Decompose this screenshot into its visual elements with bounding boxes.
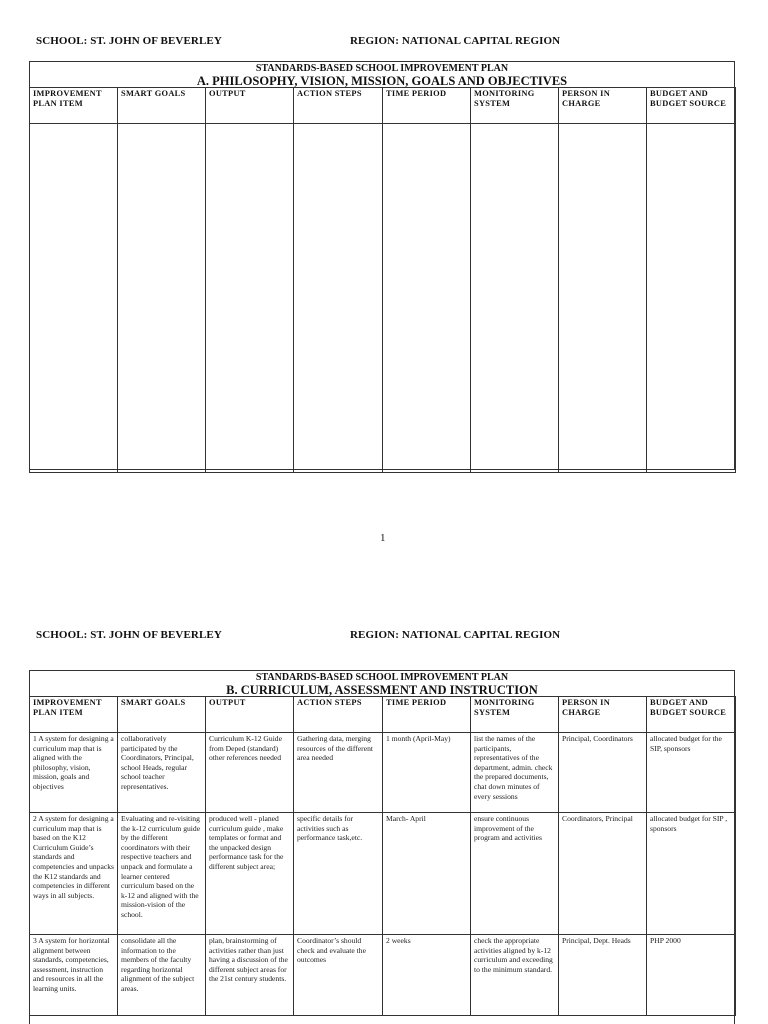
school-label: SCHOOL: ST. JOHN OF BEVERLEY (36, 629, 222, 641)
table-cell (294, 124, 383, 473)
school-label: SCHOOL: ST. JOHN OF BEVERLEY (36, 35, 222, 47)
column-header: SMART GOALS (118, 697, 206, 733)
table-cell (559, 124, 647, 473)
table-cell (471, 124, 559, 473)
table-row (30, 935, 736, 1016)
plan-title: STANDARDS-BASED SCHOOL IMPROVEMENT PLAN (255, 63, 509, 74)
table-row (30, 813, 736, 935)
table-cell (30, 124, 118, 473)
column-header: TIME PERIOD (383, 88, 471, 124)
table-cell (206, 124, 294, 473)
person-in-charge-cell: Coordinators, Principal (559, 813, 647, 935)
improvement-plan-item-cell: 1 A system for designing a curriculum map that is aligned with the philosophy, vision, mission, goals and objectives (30, 733, 118, 813)
person-in-charge-cell: Principal, Coordinators (559, 733, 647, 813)
column-header: OUTPUT (206, 88, 294, 124)
column-header: SMART GOALS (118, 88, 206, 124)
table-row (30, 124, 736, 473)
improvement-plan-item-cell: 3 A system for horizontal alignment between standards, competencies, assessment, instruction and resources in all the learning units. (30, 935, 118, 1016)
budget-cell: allocated budget for SIP , sponsors (647, 813, 736, 935)
plan-table-a (29, 87, 736, 473)
title-block (30, 673, 734, 697)
output-cell: produced well - planed curriculum guide , make templates or format and the unpacked design performance task for the different subject area; (206, 813, 294, 935)
budget-cell: allocated budget for the SIP, sponsors (647, 733, 736, 813)
table-cell (118, 124, 206, 473)
time-period-cell: 1 month (April-May) (383, 733, 471, 813)
smart-goals-cell: collaboratively participated by the Coordinators, Principal, school Heads, regular school teacher representatives. (118, 733, 206, 813)
column-header: PERSON IN CHARGE (559, 88, 647, 124)
plan-title: STANDARDS-BASED SCHOOL IMPROVEMENT PLAN (255, 672, 509, 683)
table-header-row (30, 88, 736, 124)
column-header: MONITORING SYSTEM (471, 697, 559, 733)
section-title: A. PHILOSOPHY, VISION, MISSION, GOALS AND OBJECTIVES (196, 74, 568, 88)
column-header: ACTION STEPS (294, 697, 383, 733)
time-period-cell: March- April (383, 813, 471, 935)
column-header: PERSON IN CHARGE (559, 697, 647, 733)
smart-goals-cell: Evaluating and re-visiting the k-12 curriculum guide by the different coordinators with their respective teachers and unpack and formulate a learner centered curriculum based on the k-12 and aligned with the mission-vision of the school. (118, 813, 206, 935)
column-header: IMPROVEMENT PLAN ITEM (30, 697, 118, 733)
action-steps-cell: Gathering data, merging resources of the different area needed (294, 733, 383, 813)
section-title: B. CURRICULUM, ASSESSMENT AND INSTRUCTION (226, 683, 538, 697)
region-label: REGION: NATIONAL CAPITAL REGION (350, 35, 561, 47)
monitoring-system-cell: list the names of the participants, representatives of the department, admin. check the prepared documents, chat down minutes of every sessions (471, 733, 559, 813)
smart-goals-cell: consolidate all the information to the members of the faculty regarding horizontal alignment of the subject areas. (118, 935, 206, 1016)
column-header: MONITORING SYSTEM (471, 88, 559, 124)
table-row (30, 733, 736, 813)
region-label: REGION: NATIONAL CAPITAL REGION (350, 629, 561, 641)
action-steps-cell: specific details for activities such as performance task,etc. (294, 813, 383, 935)
title-block (30, 64, 734, 88)
plan-table-b (29, 696, 736, 1016)
document-page-2 (0, 585, 768, 1024)
column-header: OUTPUT (206, 697, 294, 733)
column-header: IMPROVEMENT PLAN ITEM (30, 88, 118, 124)
output-cell: plan, brainstorming of activities rather than just having a discussion of the different subject areas for the 21st century students. (206, 935, 294, 1016)
person-in-charge-cell: Principal, Dept. Heads (559, 935, 647, 1016)
budget-cell: PHP 2000 (647, 935, 736, 1016)
improvement-plan-item-cell: 2 A system for designing a curriculum map that is based on the K12 Curriculum Guide’s standards and competencies and unpacks the K12 standards and competencies in different ways in all subjects. (30, 813, 118, 935)
page-number: 1 (380, 532, 386, 544)
action-steps-cell: Coordinator’s should check and evaluate the outcomes (294, 935, 383, 1016)
output-cell: Curriculum K-12 Guide from Deped (standard) other references needed (206, 733, 294, 813)
table-header-row (30, 697, 736, 733)
monitoring-system-cell: check the appropriate activities aligned by k-12 curriculum and exceeding to the minimum standard. (471, 935, 559, 1016)
monitoring-system-cell: ensure continuous improvement of the program and activities (471, 813, 559, 935)
table-cell (383, 124, 471, 473)
column-header: BUDGET AND BUDGET SOURCE (647, 88, 736, 124)
plan-sheet-b (29, 670, 735, 1024)
table-cell (647, 124, 736, 473)
time-period-cell: 2 weeks (383, 935, 471, 1016)
plan-sheet-a (29, 61, 735, 470)
column-header: ACTION STEPS (294, 88, 383, 124)
column-header: TIME PERIOD (383, 697, 471, 733)
column-header: BUDGET AND BUDGET SOURCE (647, 697, 736, 733)
